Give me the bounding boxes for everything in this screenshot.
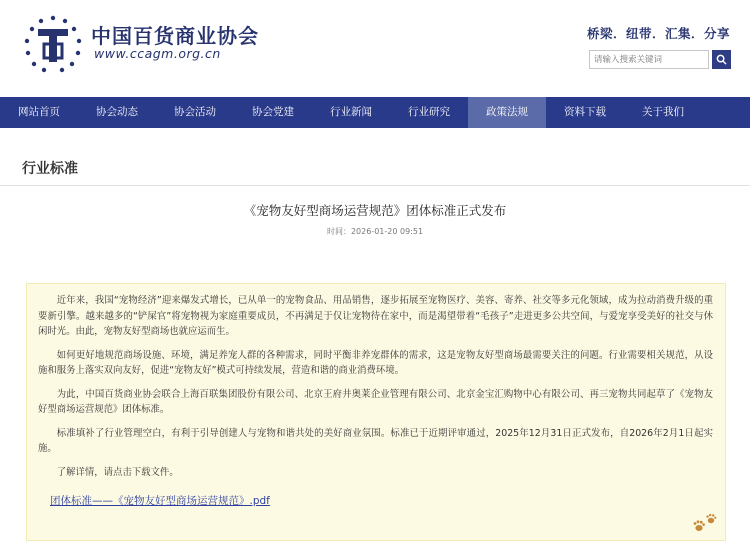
association-logo-icon[interactable] <box>22 14 84 74</box>
article-paragraph: 如何更好地规范商场设施、环境，满足养宠人群的各种需求，同时平衡非养宠群体的需求，这是宠物友好型商场最需要关注的问题。行业需要相关规范，从设施和服务上落实双向友好，促进“宠物友好”模式可持续发展，营造和谐的商业消费环境。 <box>38 349 713 376</box>
org-url: www.ccagm.org.cn <box>94 46 221 61</box>
main-nav <box>0 97 750 128</box>
attachment-link[interactable]: 团体标准——《宠物友好型商场运营规范》.pdf <box>50 495 270 507</box>
section-divider <box>0 185 750 186</box>
article-paragraph: 了解详情，请点击下载文件。 <box>56 466 179 478</box>
article-body <box>26 283 726 541</box>
article-time <box>0 226 750 237</box>
nav-item-about-us[interactable]: 关于我们 <box>642 106 684 118</box>
search-icon <box>716 54 727 65</box>
search-input[interactable] <box>589 50 709 69</box>
nav-item-policies[interactable]: 政策法规 <box>468 97 546 128</box>
nav-item-association-events[interactable]: 协会活动 <box>174 106 216 118</box>
site-header <box>0 0 750 97</box>
article-paragraph: 近年来，我国“宠物经济”迎来爆发式增长，已从单一的宠物食品、用品销售，逐步拓展至宠物医疗、美容、寄养、社交等多元化领域，成为拉动消费升级的重要新引擎。越来越多的“铲屎官”将宠物视为家庭重要成员，不再满足于仅让宠物待在家中，而是渴望带着“毛孩子”走进更多公共空间，与爱宠享受美好的社交与休闲时光。由此，宠物友好型商场也就应运而生。 <box>38 295 713 337</box>
org-name: 中国百货商业协会 <box>91 24 259 48</box>
site-slogan: 桥梁．纽带．汇集．分享 <box>586 26 730 41</box>
article-paragraph: 标准填补了行业管理空白，有利于引导创建人与宠物和谐共处的美好商业氛围。标准已于近期评审通过，2025年12月31日正式发布，自2026年2月1日起实施。 <box>38 427 713 454</box>
search-button[interactable] <box>712 50 731 69</box>
nav-item-association-news[interactable]: 协会动态 <box>96 106 138 118</box>
article-paragraph: 为此，中国百货商业协会联合上海百联集团股份有限公司、北京王府井奥莱企业管理有限公司、北京金宝汇购物中心有限公司、再三宠物共同起草了《宠物友好型商场运营规范》团体标准。 <box>38 388 713 415</box>
nav-item-industry-research[interactable]: 行业研究 <box>408 106 450 118</box>
nav-item-industry-news[interactable]: 行业新闻 <box>330 106 372 118</box>
section-title: 行业标准 <box>22 161 78 177</box>
time-value: 2026-01-20 09:51 <box>350 227 424 236</box>
paw-prints-icon <box>691 512 719 534</box>
time-label: 时间： <box>326 227 351 236</box>
nav-item-party-building[interactable]: 协会党建 <box>252 106 294 118</box>
nav-item-home[interactable]: 网站首页 <box>18 106 60 118</box>
nav-item-downloads[interactable]: 资料下载 <box>564 106 606 118</box>
article-title: 《宠物友好型商场运营规范》团体标准正式发布 <box>243 203 507 218</box>
